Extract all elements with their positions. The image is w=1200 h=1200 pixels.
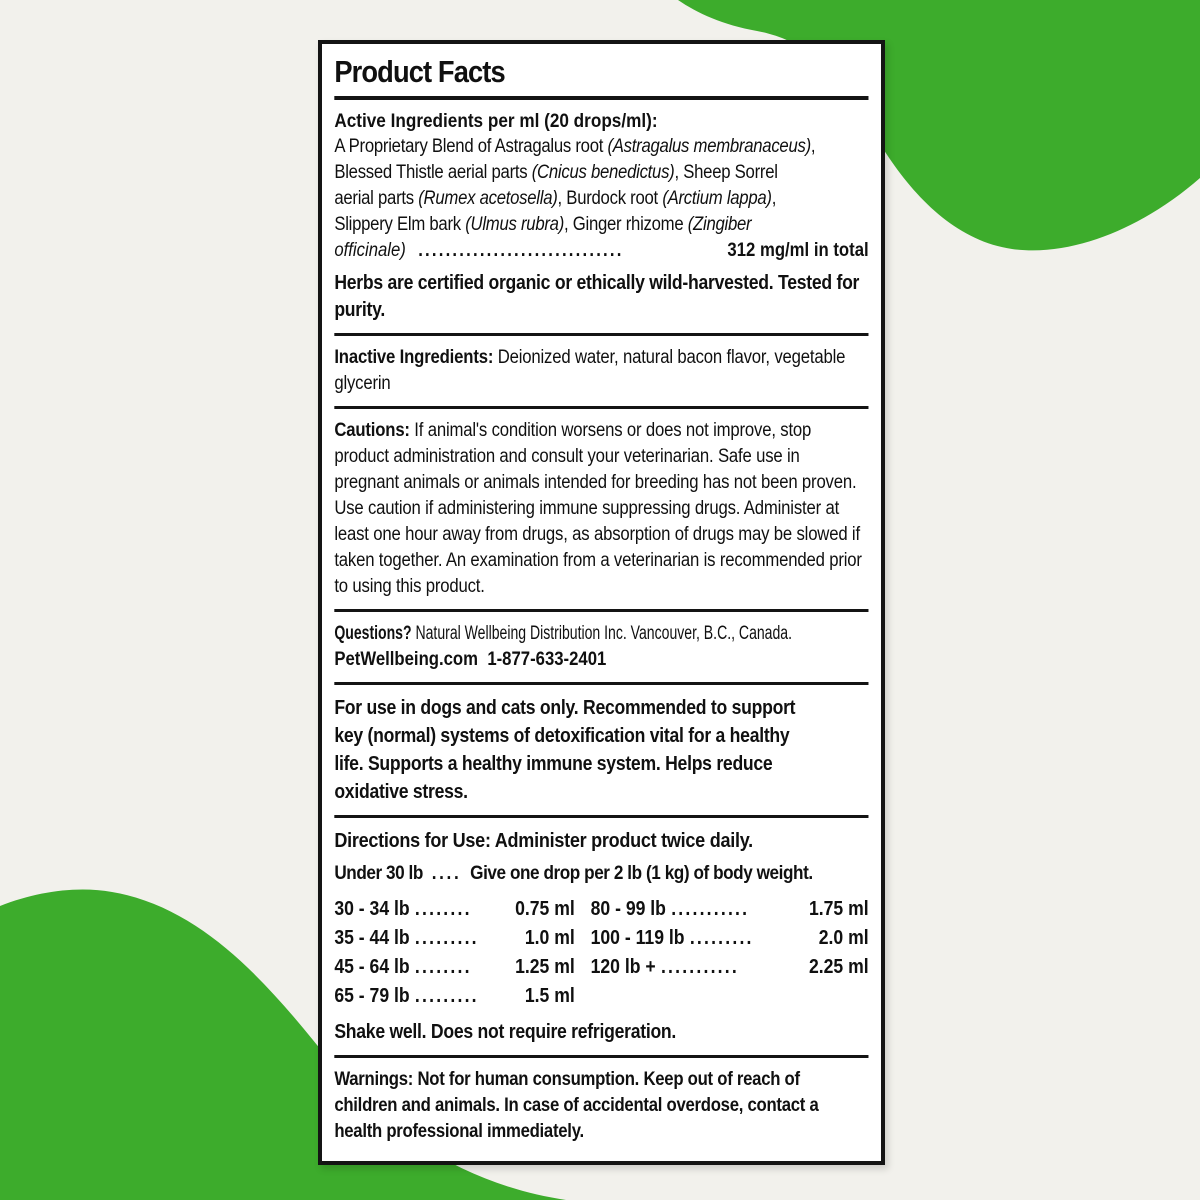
product-facts-panel	[318, 40, 885, 1165]
dose-dots: ...........	[671, 898, 750, 920]
dose-dose: 2.25 ml	[808, 956, 869, 978]
questions-section	[334, 621, 868, 673]
dose-range: 45 - 64 lb	[334, 956, 410, 978]
section-divider	[334, 609, 868, 612]
dose-dots: .........	[414, 927, 479, 949]
dosage-column-right	[591, 895, 869, 1011]
text-line: Blessed Thistle aerial parts (Cnicus benedictus), Sheep Sorrel	[334, 162, 778, 183]
under-30lb-label: Under 30 lb	[334, 862, 423, 884]
dose-range: 35 - 44 lb	[334, 927, 410, 949]
dosage-column-left	[334, 895, 574, 1011]
text-line: aerial parts (Rumex acetosella), Burdock root (Arctium lappa),	[334, 188, 777, 209]
usage-statement	[334, 694, 868, 806]
directions-section	[334, 827, 868, 1046]
dose-row	[334, 982, 574, 1011]
cautions	[334, 418, 868, 600]
dose-dose: 1.0 ml	[524, 927, 575, 949]
dose-dots: ........	[414, 898, 472, 920]
dose-row	[334, 895, 574, 924]
under-30lb-row	[334, 860, 868, 887]
dose-range: 65 - 79 lb	[334, 985, 410, 1007]
dose-dose: 1.75 ml	[808, 898, 869, 920]
contact-line	[334, 647, 868, 673]
section-divider	[334, 333, 868, 336]
cautions-label: Cautions:	[334, 420, 410, 441]
section-divider	[334, 815, 868, 818]
distributor-text: Natural Wellbeing Distribution Inc. Vancouver, B.C., Canada.	[411, 623, 793, 644]
total-strength-row	[334, 238, 868, 264]
title-divider	[334, 96, 868, 100]
active-ingredients-paragraph	[334, 134, 868, 238]
section-divider	[334, 682, 868, 685]
text-line: A Proprietary Blend of Astragalus root (Astragalus membranaceus),	[334, 136, 816, 157]
active-ingredients-heading: Active Ingredients per ml (20 drops/ml):	[334, 110, 658, 132]
panel-title: Product Facts	[334, 54, 505, 89]
dose-dots: .........	[414, 985, 479, 1007]
leader-label: officinale)	[334, 240, 406, 261]
dose-dose: 1.25 ml	[515, 956, 575, 978]
under-30lb-dots: ....	[431, 862, 462, 884]
text-line: key (normal) systems of detoxification vital for a healthy	[334, 725, 790, 747]
total-strength-value: 312 mg/ml in total	[727, 240, 869, 261]
leader-dots: ..............................	[418, 240, 624, 261]
dose-dose: 0.75 ml	[515, 898, 575, 920]
questions-line	[334, 621, 868, 647]
panel-content	[322, 44, 881, 1161]
phone-number: 1-877-633-2401	[487, 649, 607, 670]
shake-note: Shake well. Does not require refrigeration.	[334, 1021, 677, 1043]
cautions-text: If animal's condition worsens or does not improve, stop product administration and consult your veterinarian. Safe use in pregnant animals or animals intended for breeding has not been proven. Use caution if administering immune suppressing drugs. Administer at least one hour away from drugs, as absorption of drugs may be slowed if taken together. An examination from a veterinarian is recommended prior to using this product.	[334, 420, 862, 597]
dose-row	[591, 924, 869, 953]
dose-row	[334, 953, 574, 982]
website: PetWellbeing.com	[334, 649, 479, 670]
text-line: For use in dogs and cats only. Recommended to support	[334, 697, 796, 719]
directions-heading: Directions for Use: Administer product twice daily.	[334, 829, 753, 852]
inactive-ingredients	[334, 345, 868, 397]
dose-range: 100 - 119 lb	[590, 927, 685, 949]
dose-range: 120 lb +	[590, 956, 656, 978]
section-divider	[334, 406, 868, 409]
dose-dose: 1.5 ml	[524, 985, 575, 1007]
text-line: oxidative stress.	[334, 781, 468, 803]
dose-dots: .........	[689, 927, 754, 949]
warnings-section	[334, 1067, 868, 1145]
section-divider	[334, 1055, 868, 1058]
inactive-ingredients-label: Inactive Ingredients:	[334, 347, 494, 368]
text-line: health professional immediately.	[334, 1121, 584, 1142]
dose-row	[334, 924, 574, 953]
dosage-table	[334, 895, 868, 1011]
dose-row	[591, 895, 869, 924]
under-30lb-instruction: Give one drop per 2 lb (1 kg) of body weight.	[470, 862, 813, 884]
text-line: Warnings: Not for human consumption. Keep out of reach of	[334, 1069, 800, 1090]
text-line: Slippery Elm bark (Ulmus rubra), Ginger rhizome (Zingiber	[334, 214, 752, 235]
dose-range: 30 - 34 lb	[334, 898, 410, 920]
text-line: life. Supports a healthy immune system. Helps reduce	[334, 753, 773, 775]
active-ingredients-section	[334, 108, 868, 324]
dose-dose: 2.0 ml	[818, 927, 869, 949]
dose-range: 80 - 99 lb	[590, 898, 666, 920]
text-line: children and animals. In case of accidental overdose, contact a	[334, 1095, 819, 1116]
herbs-note: Herbs are certified organic or ethically wild-harvested. Tested for purity.	[334, 272, 860, 321]
inactive-ingredients-text: Deionized water, natural bacon flavor, vegetable glycerin	[334, 347, 846, 394]
questions-label: Questions?	[334, 623, 412, 644]
dose-row	[591, 953, 869, 982]
dose-dots: ........	[414, 956, 472, 978]
dose-dots: ...........	[660, 956, 739, 978]
